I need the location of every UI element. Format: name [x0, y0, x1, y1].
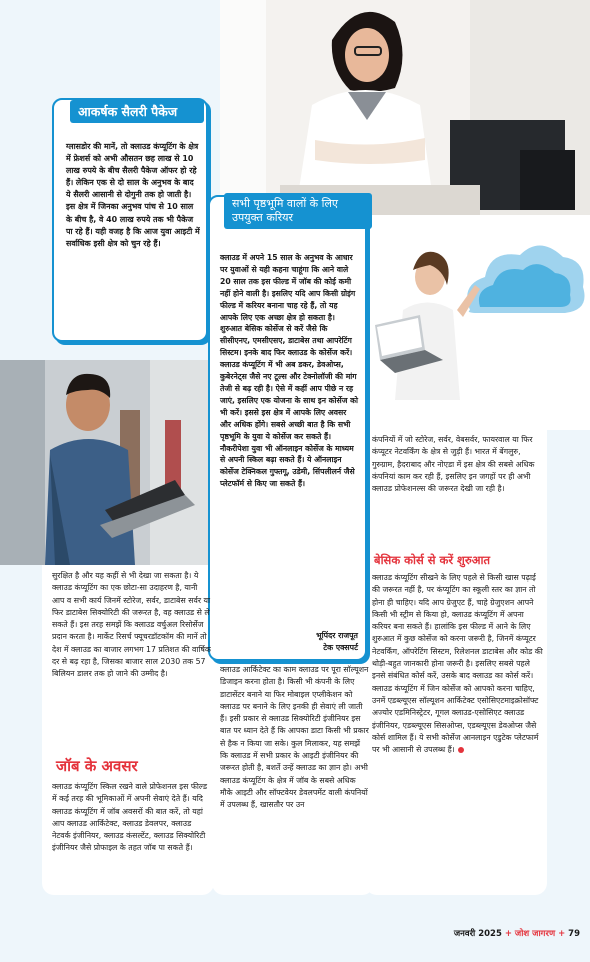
background-career-heading	[224, 193, 372, 229]
salary-package-heading	[70, 100, 204, 123]
author-role: टेक एक्सपर्ट	[323, 643, 358, 652]
right-column-paragraph-1: कंपनियों में जो स्टोरेज, सर्वर, वेबसर्वर, फायरवाल या फिर कंप्यूटर नेटवर्किंग के क्षेत्र से जुड़ी हैं। भारत में बेंगलुरु, गुरुग्राम, हैदराबाद और नोएडा में इस क्षेत्र की सबसे अधिक कंपनियां काम कर रही हैं, इसलिए इन जगहों पर ही अभी क्लाउड प्रोफेशनल्स की जरूरत देखी जा रही है।	[372, 435, 535, 494]
photo-woman-office-illustration	[220, 0, 590, 215]
footer-separator-icon: +	[558, 929, 566, 939]
left-column-paragraph-1: सुरक्षित है और यह कहीं से भी देखा जा सकता है। ये क्लाउड कंप्यूटिंग का एक छोटा-सा उदाहरण है, यानी आप व सभी कार्य जिनमें स्टोरेज, सर्वर, डाटाबेस सर्वर या फिर डाटाबेस सिक्योरिटी की जरूरत है, वह क्लाउड से ले सकते हैं। इस तरह समझें कि क्लाउड वर्चुअल रिसोर्सेज प्रदान करता है। मार्केट रिसर्च फ्यूचरडॉटकॉम की मानें तो देश में क्लाउड का बाजार लगभग 17 प्रतिशत की वार्षिक दर से बढ़ रहा है, जिसका बाजार साल 2030 तक 57 बिलियन डालर तक हो जाने की उम्मीद है।	[52, 571, 211, 679]
left-column-paragraph-2: क्लाउड कंप्यूटिंग स्किल रखने वाले प्रोफेशनल इस फील्ड में कई तरह की भूमिकाओं में अपनी सेवाएं देते हैं। यदि क्लाउड कंप्यूटिंग में जॉब अवसरों की बात करें, तो यहां आप क्लाउड आर्किटेक्ट, क्लाउड डेवलपर, क्लाउड नेटवर्क इंजीनियर, क्लाउड कंसल्टेंट, क्लाउड सिक्योरिटी इंजीनियर जैसे प्रोफाइल के तहत जॉब पा सकते हैं।	[52, 782, 207, 853]
footer	[430, 926, 580, 942]
end-of-article-mark-icon	[458, 747, 464, 753]
right-column-paragraph-2-text: क्लाउड कंप्यूटिंग सीखने के लिए पहले से किसी खास पढ़ाई की जरूरत नहीं है, पर कंप्यूटिंग का स्कूली स्तर का ज्ञान तो होना ही चाहिए। यदि आप ग्रेजुएट हैं, चाहे ग्रेजुएशन आपने किसी भी स्ट्रीम से किया हो, क्लाउड कंप्यूटिंग में अपना करियर बना सकते हैं। हालांकि इस फील्ड में आने के लिए शुरुआत में कुछ कोर्सेज को करना जरूरी है, जिनमें कंप्यूटर नेटवर्किंग, ऑपरेटिंग सिस्टम, रिलेशनल डाटाबेस और कोड की थोड़ी-बहुत जानकारी होना जरूरी है। इसलिए सबसे पहले इनसे संबंधित कोर्स करें, उसके बाद क्लाउड का कोर्स करें। क्लाउड कंप्यूटिंग में जिन कोर्सेज को आपको करना चाहिए, उनमें एडब्ल्यूएस सॉल्यूशन आर्किटेक्ट एसोसिएटमाइक्रोसॉफ्ट अज्योर एडमिनिस्ट्रेटर, गूगल क्लाउड-एसोसिएट क्लाउड इंजीनियर, एडब्ल्यूएस सिसओप्स, एडब्ल्यूएस डेवओप्स जैसे कोर्स शामिल हैं। ये सभी कोर्सेज आनलाइन एडुटेक प्लेटफार्म पर भी आसानी से उपलब्ध हैं।	[372, 573, 543, 755]
footer-separator-icon: +	[504, 929, 512, 939]
background-career-heading-line2: उपयुक्त करियर	[232, 211, 293, 224]
author-name: भूपिंदर राजपूत	[316, 631, 358, 640]
photo-woman-cloud-illustration	[365, 215, 590, 430]
photo-student-laptop-illustration	[0, 360, 208, 565]
salary-package-heading-text: आकर्षक सैलरी पैकेज	[78, 104, 178, 119]
footer-page-number: 79	[568, 929, 580, 939]
background-career-paragraph: क्लाउड में अपने 15 साल के अनुभव के आधार पर युवाओं से यही कहना चाहूंगा कि आने वाले 20 साल तक इस फील्ड में जॉब की कोई कमी नहीं होने वाली है। इसलिए यदि आप किसी ग्रोइंग फील्ड में करियर बनाना चाह रहे हैं, तो यह आपके लिए एक अच्छा क्षेत्र हो सकता है। शुरुआत बेसिक कोर्सेज से करें जैसे कि सीसीएनए, एमसीएसए, डाटाबेस तथा आपरेटिंग सिस्टम। इनके बाद फिर क्लाउड के कोर्सेज करें। क्लाउड कंप्यूटिंग में भी अब डकर, डेवओप्स, कुबेरनेट्स जैसे नए टूल्स और टेक्नोलॉजी की मांग तेजी से बढ़ रही है। ऐसे में कहीं आप पीछे न रह जाएं, इसलिए एक योजना के साथ इन कोर्सेज को भी करें। इससे इस क्षेत्र में आपके लिए अवसर और अधिक होंगे। सबसे अच्छी बात है कि सभी पृष्ठभूमि के युवा ये कोर्सेज कर सकते हैं। नौकरीपेशा युवा भी ऑनलाइन कोर्सेज के माध्यम से अपनी स्किल बढ़ा सकते हैं। ये ऑनलाइन कोर्सेज टेक्निकल गुफ्तगू, उडेमी, सिंपलीलर्न जैसे प्लेटफॉर्म से किए जा सकते हैं।	[220, 253, 359, 489]
footer-month-year: जनवरी 2025	[453, 929, 502, 939]
basic-course-heading: बेसिक कोर्स से करें शुरुआत	[374, 553, 491, 567]
photo-woman-cloud	[365, 215, 590, 430]
right-column-paragraph-2	[372, 572, 544, 756]
photo-student-laptop	[0, 360, 208, 565]
middle-column-paragraph: क्लाउड आर्किटेक्ट का काम क्लाउड पर पूरा सॉल्यूशन डिजाइन करना होता है। किसी भी कंपनी के लिए डाटासेंटर बनाने या फिर मोबाइल एप्लीकेशन को क्लाउड पर बनाने के लिए इनकी ही सेवाएं ली जाती हैं। इसी प्रकार से क्लाउड सिक्योरिटी इंजीनियर इस बात पर ध्यान देते हैं कि आपका डाटा किसी भी प्रकार से हैक न किया जा सके। कुल मिलाकर, यह समझें कि क्लाउड में सभी प्रकार के आइटी इंजीनियर की जरूरत होती है, बशर्ते उन्हें क्लाउड का ज्ञान हो। अभी क्लाउड कंप्यूटिंग के क्षेत्र में जॉब के सबसे अधिक मौके आइटी और सॉफ्टवेयर डेवलपमेंट वाली कंपनियों में उपलब्ध हैं, खासतौर पर उन	[220, 665, 369, 810]
footer-magazine-name: जोश जागरण	[514, 929, 556, 939]
background-career-heading-line1: सभी पृष्ठभूमि वालों के लिए	[232, 197, 339, 210]
job-opportunities-heading: जॉब के अवसर	[56, 757, 138, 775]
photo-woman-office	[220, 0, 590, 215]
salary-package-paragraph: ग्लासडोर की मानें, तो क्लाउड कंप्यूटिंग के क्षेत्र में फ्रेशर्स को अभी औसतन छह लाख से 10 लाख रुपये के बीच सैलरी पैकेज ऑफर हो रहे हैं। लेकिन एक से दो साल के अनुभव के बाद ये सैलरी आसानी से दोगुनी तक हो जाती है। इस क्षेत्र में जिनका अनुभव पांच से 10 साल के बीच है, वे 40 लाख रुपये तक भी पैकेज पा रहे हैं। यही वजह है कि आज युवा आइटी में सर्वाधिक इसी क्षेत्र को चुन रहे हैं।	[66, 142, 200, 248]
